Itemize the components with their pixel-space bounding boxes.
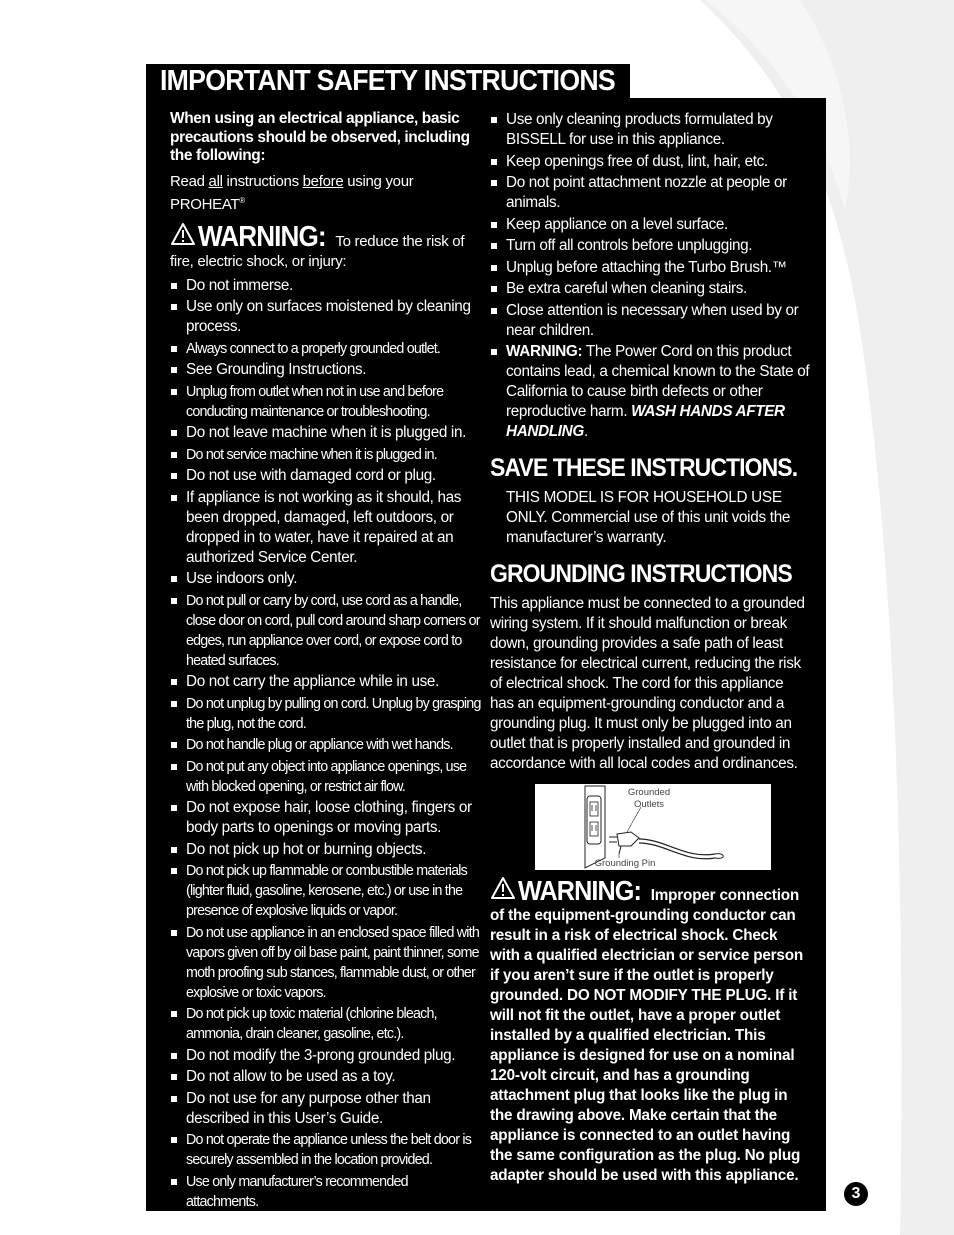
list-item: Do not unplug by pulling on cord. Unplug by grasping the plug, not the cord.	[170, 694, 482, 734]
list-item: Do not use appliance in an enclosed space filled with vapors given off by oil base paint, paint thinner, some moth proofing sub stances, flammable dust, or other explosive or toxic vapors.	[170, 923, 482, 1003]
grounding-warning-text: Improper connection of the equipment-grounding conductor can result in a risk of electrical shock. Check with a qualified electrician or service person if you aren’t sure if the outlet is properly grounded. DO NOT MODIFY THE PLUG. If it will not fit the outlet, have a proper outlet installed by a qualified electrician. This appliance is designed for use on a nominal 120-volt circuit, and has a grounding attachment plug that looks like the plug in the drawing above. Make certain that the appliance is connected to an outlet having the same configuration as the plug. No plug adapter should be used with this appliance.	[490, 887, 803, 1184]
read-all: all	[208, 172, 223, 190]
warning-label: WARNING:	[198, 220, 326, 253]
list-item: Do not pick up hot or burning objects.	[170, 840, 482, 860]
list-item: Do not pick up toxic material (chlorine bleach, ammonia, drain cleaner, gasoline, etc.).	[170, 1004, 482, 1044]
list-item: Do not immerse.	[170, 276, 482, 296]
list-item: Do not service machine when it is plugged in.	[170, 445, 482, 465]
list-item: Keep appliance on a level surface.	[490, 215, 810, 235]
list-item: Use only manufacturer’s recommended attachments.	[170, 1172, 482, 1212]
list-item: Keep openings free of dust, lint, hair, etc.	[490, 152, 810, 172]
list-item: Use indoors only.	[170, 569, 482, 589]
intro-read-instructions	[170, 172, 482, 214]
list-item: Do not expose hair, loose clothing, fingers or body parts to openings or moving parts.	[170, 798, 482, 838]
title-bar	[146, 64, 630, 98]
read-post: using your PROHEAT	[170, 172, 414, 213]
list-item: Close attention is necessary when used by or near children.	[490, 301, 810, 341]
list-item: Unplug from outlet when not in use and before conducting maintenance or troubleshooting.	[170, 382, 482, 422]
save-instructions-heading: SAVE THESE INSTRUCTIONS.	[490, 454, 798, 482]
warning-text: To reduce the risk of fire, electric shock, or injury:	[170, 232, 465, 270]
list-item: Do not pick up flammable or combustible materials (lighter fluid, gasoline, kerosene, etc.) or use in the presence of explosive liquids or vapor.	[170, 861, 482, 921]
warning-triangle-icon	[490, 876, 516, 900]
list-item: Do not use with damaged cord or plug.	[170, 466, 482, 486]
grounded-outlet-illustration	[535, 784, 771, 870]
read-pre: Read	[170, 172, 209, 190]
list-item: Do not handle plug or appliance with wet hands.	[170, 735, 482, 755]
list-item: Do not put any object into appliance openings, use with blocked opening, or restrict air flow.	[170, 757, 482, 797]
page-number: 3	[844, 1182, 868, 1206]
grounding-text: This appliance must be connected to a grounded wiring system. If it should malfunction or break down, grounding provides a safe path of least resistance for electrical current, reducing the risk of electrical shock. The cord for this appliance has an equipment-grounding conductor and a grounding plug. It must only be plugged into an outlet that is properly installed and grounded in accordance with all local codes and ordinances.	[490, 595, 805, 772]
list-item: Do not allow to be used as a toy.	[170, 1067, 482, 1087]
list-item: Do not point attachment nozzle at people or animals.	[490, 173, 810, 213]
read-before: before	[302, 172, 344, 190]
prop65-label: WARNING:	[506, 343, 583, 360]
intro-precautions: When using an electrical appliance, basic precautions should be observed, including the following:	[170, 110, 470, 164]
list-item: Turn off all controls before unplugging.	[490, 236, 810, 256]
list-item: Be extra careful when cleaning stairs.	[490, 279, 810, 299]
prop65-emphasis: WASH HANDS AFTER HANDLING	[506, 403, 785, 440]
list-item: Do not operate the appliance unless the belt door is securely assembled in the location provided.	[170, 1130, 482, 1170]
list-item: Do not leave machine when it is plugged in.	[170, 423, 482, 443]
left-column	[170, 110, 482, 1213]
warning-label: WARNING:	[518, 875, 641, 906]
list-item: Do not pull or carry by cord, use cord as a handle, close door on cord, pull cord around sharp corners or edges, run appliance over cord, or expose cord to heated surfaces.	[170, 591, 482, 671]
prop65-warning	[490, 342, 810, 442]
list-item: Use only on surfaces moistened by cleaning process.	[170, 297, 482, 337]
registered-mark: ®	[239, 195, 245, 205]
plug-and-cord	[609, 832, 723, 859]
list-item: Do not use for any purpose other than described in this User’s Guide.	[170, 1089, 482, 1129]
outlets-leader-line	[627, 807, 641, 832]
warning-triangle-icon	[170, 222, 196, 246]
grounding-heading: GROUNDING INSTRUCTIONS	[490, 560, 792, 588]
grounding-warning	[490, 876, 810, 1186]
list-item: Do not carry the appliance while in use.	[170, 672, 482, 692]
warning-intro	[170, 222, 482, 272]
grounding-pin-label: Grounding Pin	[594, 858, 656, 869]
list-item: Do not modify the 3-prong grounded plug.	[170, 1046, 482, 1066]
list-item: If appliance is not working as it should, has been dropped, damaged, left outdoors, or dropped in to water, have it repaired at an authorized Service Center.	[170, 488, 482, 568]
right-column	[490, 110, 810, 1186]
safety-list-left	[170, 276, 482, 1212]
prop65-text: The Power Cord on this product contains lead, a chemical known to the State of California to cause birth defects or other reproductive harm.	[506, 343, 810, 420]
list-item: Always connect to a properly grounded outlet.	[170, 339, 482, 359]
list-item: See Grounding Instructions.	[170, 360, 482, 380]
household-use-note: THIS MODEL IS FOR HOUSEHOLD USE ONLY. Commercial use of this unit voids the manufacturer’s warranty.	[506, 489, 791, 546]
safety-list-right	[490, 110, 810, 442]
prop65-end: .	[583, 423, 588, 440]
instructions-panel	[146, 98, 826, 1211]
grounded-outlets-label-line2: Outlets	[633, 799, 665, 810]
wall-plate	[585, 786, 605, 868]
list-item: Unplug before attaching the Turbo Brush.™	[490, 258, 810, 278]
grounded-outlets-label-line1: Grounded	[627, 787, 671, 798]
list-item: Use only cleaning products formulated by BISSELL for use in this appliance.	[490, 110, 810, 150]
read-mid: instructions	[222, 172, 303, 190]
page-title: IMPORTANT SAFETY INSTRUCTIONS	[160, 65, 615, 97]
